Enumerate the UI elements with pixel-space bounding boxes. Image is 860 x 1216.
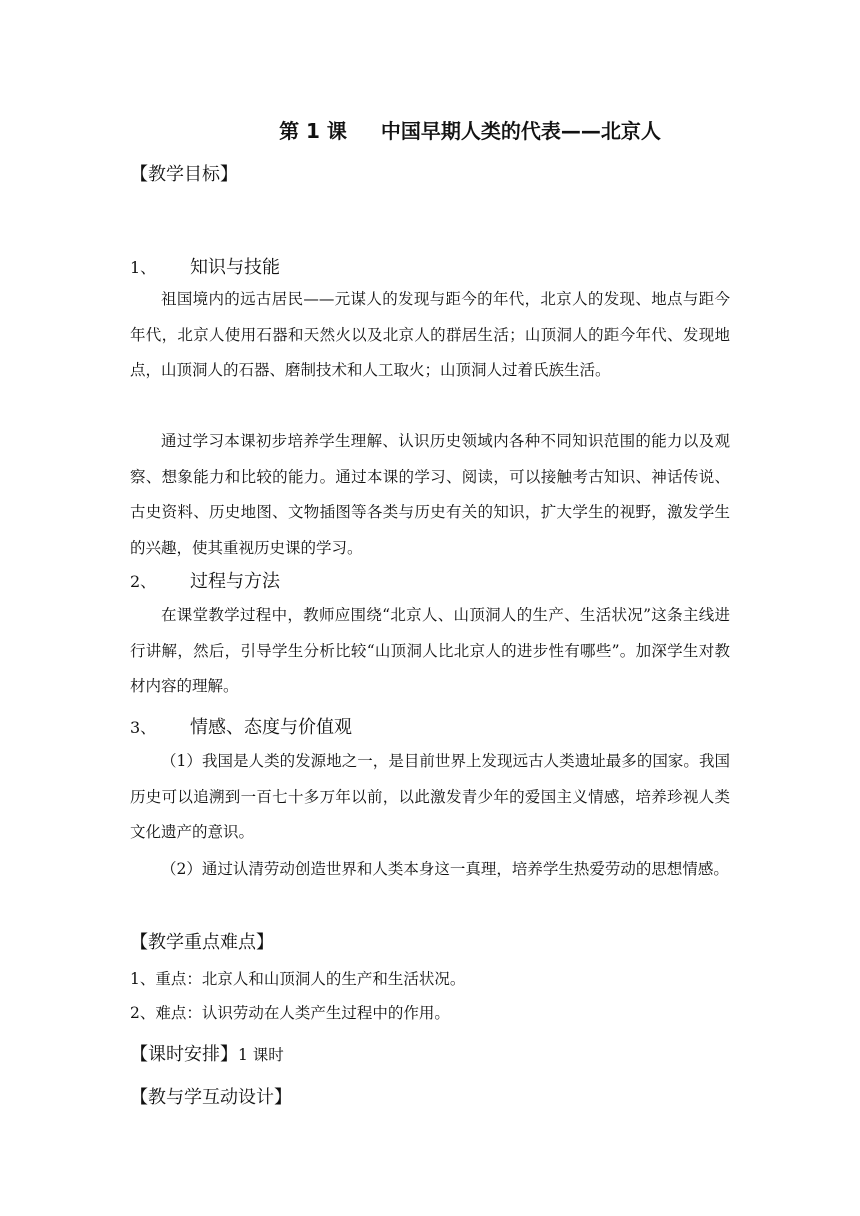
key-point-2: 2、难点：认识劳动在人类产生过程中的作用。 [130,1004,450,1022]
section-process-method [130,567,280,593]
paragraph-emotion-1: （1）我国是人类的发源地之一，是目前世界上发现远古人类遗址最多的国家。我国历史可以追溯到一百七十多万年以前，以此激发青少年的爱国主义情感，培养珍视人类文化遗产的意识。 [130,752,730,841]
section-label: 情感、态度与价值观 [190,717,352,738]
time-header: 【课时安排】 [130,1044,238,1065]
time-arrangement [130,1040,284,1066]
lesson-name: 中国早期人类的代表——北京人 [380,119,661,143]
section-number: 2、 [130,572,157,591]
paragraph-knowledge: 祖国境内的远古居民——元谋人的发现与距今的年代，北京人的发现、地点与距今年代，北京人使用石器和天然火以及北京人的群居生活；山顶洞人的距今年代、发现地点，山顶洞人的石器、磨制技术和人工取火；山顶洞人过着氏族生活。 [130,290,730,379]
time-value: 1 课时 [238,1046,284,1064]
key-points-header: 【教学重点难点】 [130,932,274,953]
section-knowledge-skills [130,253,280,279]
section-label: 知识与技能 [190,257,280,278]
paragraph-emotion-2: （2）通过认清劳动创造世界和人类本身这一真理，培养学生热爱劳动的思想情感。 [161,860,729,878]
interaction-design-header: 【教与学互动设计】 [130,1087,292,1108]
lesson-number: 第 1 课 [279,119,347,143]
section-number: 1、 [130,258,157,277]
key-point-1: 1、重点：北京人和山顶洞人的生产和生活状况。 [130,970,466,988]
paragraph-ability: 通过学习本课初步培养学生理解、认识历史领域内各种不同知识范围的能力以及观察、想象能力和比较的能力。通过本课的学习、阅读，可以接触考古知识、神话传说、古史资料、历史地图、文物插图等各类与历史有关的知识，扩大学生的视野，激发学生的兴趣，使其重视历史课的学习。 [130,432,730,557]
lesson-title [0,115,860,144]
section-label: 过程与方法 [190,571,280,592]
section-emotion-values [130,713,352,739]
teaching-goals-header: 【教学目标】 [130,164,238,185]
section-number: 3、 [130,718,157,737]
paragraph-process: 在课堂教学过程中，教师应围绕“北京人、山顶洞人的生产、生活状况”这条主线进行讲解，然后，引导学生分析比较“山顶洞人比北京人的进步性有哪些”。加深学生对教材内容的理解。 [130,606,730,695]
